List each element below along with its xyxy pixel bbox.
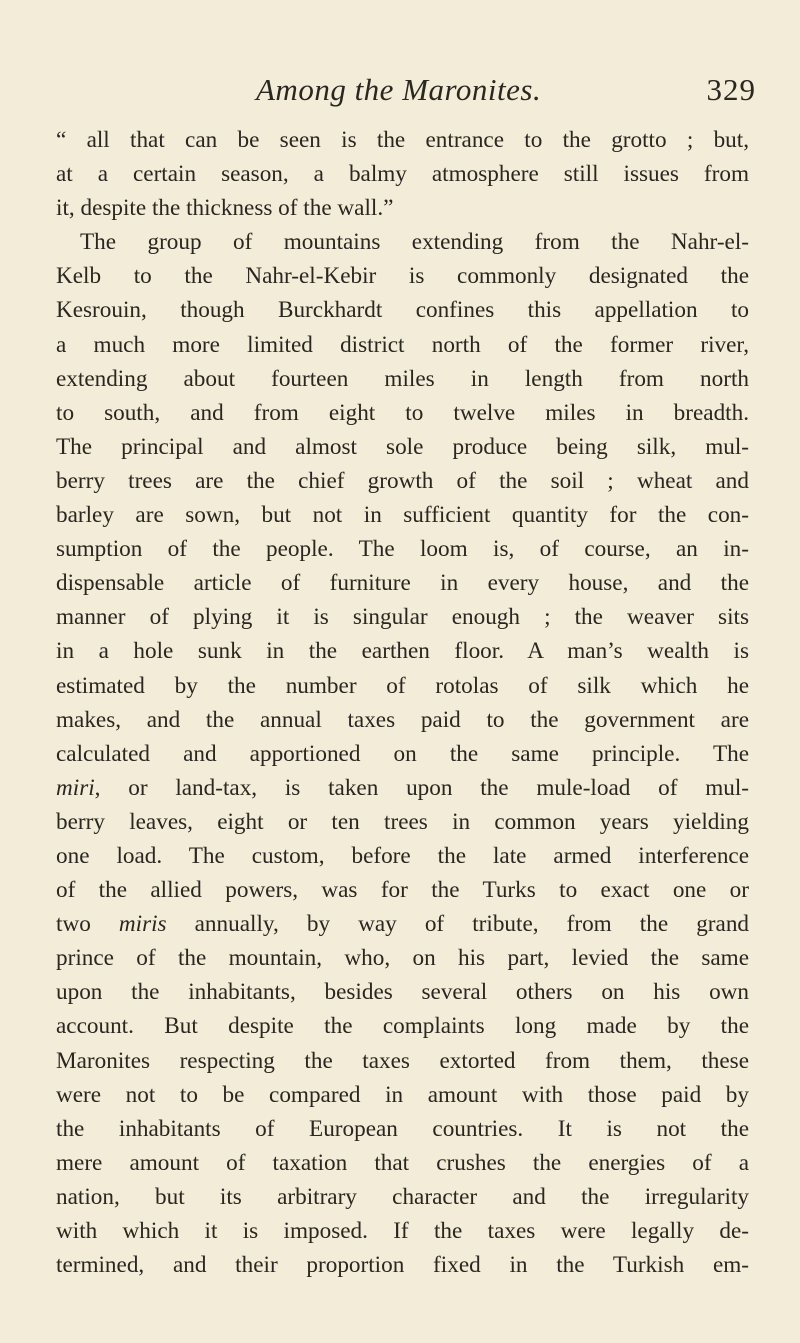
text-line: to south, and from eight to twelve miles in breadth. [56, 399, 749, 426]
text-line: upon the inhabitants, besides several others on his own [56, 979, 749, 1006]
text-line: calculated and apportioned on the same principle. The [56, 740, 749, 767]
line-remainder: annually, by way of tribute, from the grand [166, 911, 750, 938]
line-remainder: , or land-tax, is taken upon the mule-load of mul- [94, 774, 749, 801]
page-number: 329 [706, 72, 756, 107]
text-line: The group of mountains extending from the Nahr-el- [80, 229, 749, 256]
text-line: Kelb to the Nahr-el-Kebir is commonly designated the [56, 263, 749, 290]
text-line: berry trees are the chief growth of the soil ; wheat and [56, 467, 749, 494]
text-line: berry leaves, eight or ten trees in common years yielding [56, 808, 749, 835]
text-line: a much more limited district north of the former river, [56, 331, 749, 358]
text-line: prince of the mountain, who, on his part, levied the same [56, 945, 749, 972]
text-line: “ all that can be seen is the entrance to the grotto ; but, [56, 127, 749, 153]
running-title: Among the Maronites. [256, 72, 542, 107]
body-text [56, 123, 749, 1282]
text-line: The principal and almost sole produce being silk, mul- [56, 433, 749, 460]
text-line: Kesrouin, though Burckhardt confines this appellation to [56, 297, 749, 324]
text-line: were not to be compared in amount with those paid by [56, 1081, 749, 1108]
text-line: at a certain season, a balmy atmosphere still issues from [56, 161, 749, 188]
text-line: dispensable article of furniture in every house, and the [56, 570, 749, 597]
line-prefix: two [56, 911, 119, 938]
text-line: extending about fourteen miles in length from north [56, 365, 749, 392]
text-line: of the allied powers, was for the Turks to exact one or [56, 877, 749, 904]
text-line: one load. The custom, before the late armed interference [56, 842, 749, 869]
text-line: with which it is imposed. If the taxes were legally de- [56, 1218, 749, 1244]
italic-term: miris [118, 911, 167, 938]
text-line: mere amount of taxation that crushes the energies of a [56, 1149, 749, 1176]
text-line: manner of plying it is singular enough ; the weaver sits [56, 604, 749, 631]
text-line: makes, and the annual taxes paid to the government are [56, 706, 749, 733]
text-line: estimated by the number of rotolas of silk which he [56, 672, 749, 699]
text-line: nation, but its arbitrary character and the irregularity [56, 1183, 749, 1210]
text-line: Maronites respecting the taxes extorted from them, these [56, 1047, 749, 1074]
text-line: barley are sown, but not in sufficient quantity for the con- [56, 502, 749, 529]
running-head [56, 72, 756, 112]
text-line-with-italic [56, 771, 749, 805]
text-line-with-italic [56, 907, 749, 941]
italic-term: miri [56, 774, 95, 801]
text-line: the inhabitants of European countries. It is not the [56, 1115, 749, 1142]
text-line: termined, and their proportion fixed in the Turkish em- [56, 1252, 749, 1279]
text-line: account. But despite the complaints long made by the [56, 1013, 749, 1040]
text-line: in a hole sunk in the earthen floor. A man’s wealth is [56, 638, 749, 665]
text-line: it, despite the thickness of the wall.” [56, 195, 394, 222]
text-line: sumption of the people. The loom is, of course, an in- [56, 536, 749, 563]
